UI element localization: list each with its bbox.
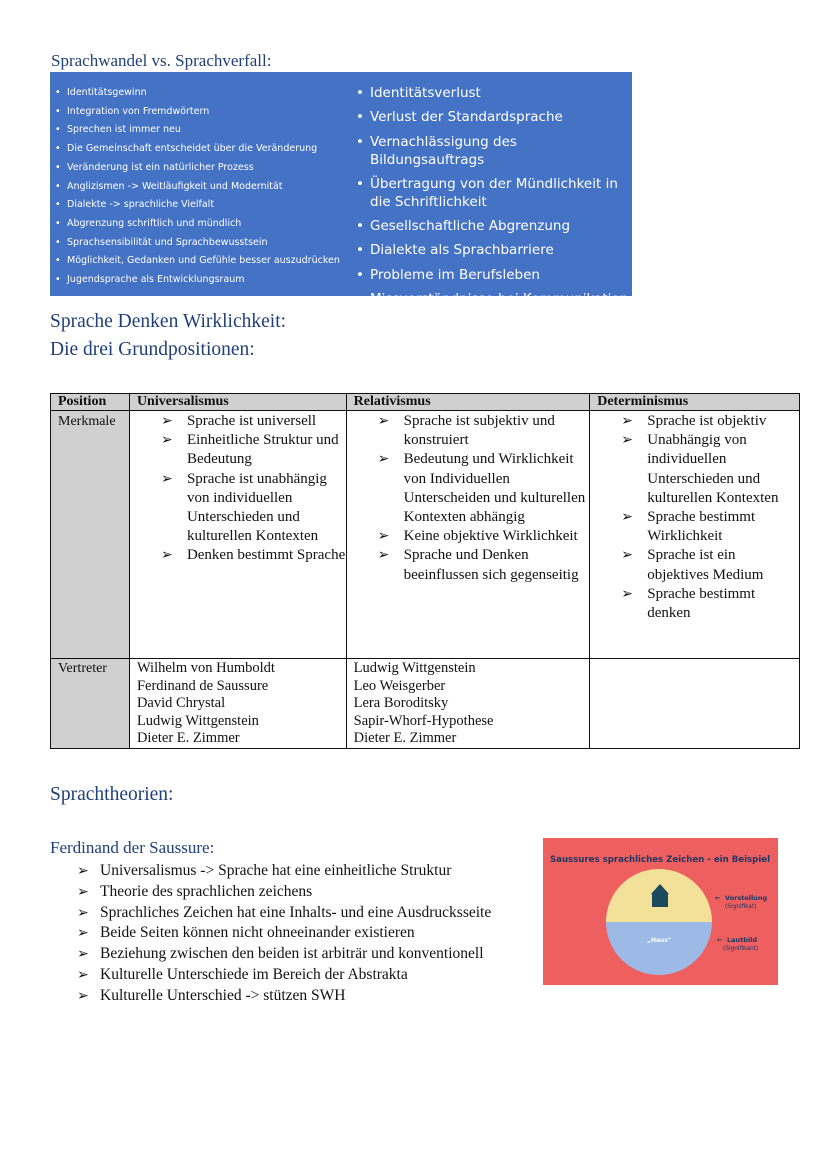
saussure-points-list	[77, 861, 491, 1007]
saussure-sign-figure	[543, 838, 778, 985]
pro-list-item: • Dialekte -> sprachliche Vielfalt	[54, 196, 344, 215]
table-row-merkmale	[51, 411, 800, 659]
vertreter-name: Sapir-Whorf-Hypothese	[353, 712, 494, 729]
vertreter-name: Ludwig Wittgenstein	[136, 712, 259, 729]
saussure-point: ➢ Kulturelle Unterschiede im Bereich der Abstrakta	[77, 965, 491, 986]
section-subtitle-saussure: Ferdinand der Saussure:	[50, 838, 215, 857]
contra-list-item: • Probleme im Berufsleben	[356, 266, 632, 284]
vertreter-name: Ferdinand de Saussure	[136, 677, 269, 694]
cell-determinismus-vertreter	[590, 659, 800, 749]
sprachwandel-comparison-box	[50, 72, 632, 308]
signifikant-label: (Signifikant)	[723, 946, 759, 952]
table-row-vertreter	[51, 659, 800, 749]
contra-list-item: • Gesellschaftliche Abgrenzung	[356, 217, 632, 235]
saussure-point: ➢ Theorie des sprachlichen zeichens	[77, 882, 491, 903]
pro-list-item: • Identitätsgewinn	[54, 84, 344, 103]
merkmal-item: ➢ Sprache ist universell	[161, 412, 346, 431]
saussure-point: ➢ Kulturelle Unterschied -> stützen SWH	[77, 986, 491, 1007]
header-relativismus: Relativismus	[346, 394, 590, 411]
pro-list-item: • Sprechen ist immer neu	[54, 121, 344, 140]
vertreter-name: David Chrystal	[136, 695, 226, 711]
pro-list-item: • Abgrenzung schriftlich und mündlich	[54, 215, 344, 234]
contra-list-item: • Identitätsverlust	[356, 84, 632, 102]
pro-list-item: • Möglichkeit, Gedanken und Gefühle besser auszudrücken	[54, 252, 344, 271]
vertreter-name: Dieter E. Zimmer	[353, 730, 457, 746]
universalismus-merkmale-list	[137, 412, 346, 566]
saussure-point: ➢ Beide Seiten können nicht ohneeinander existieren	[77, 923, 491, 944]
determinismus-merkmale-list	[597, 412, 799, 623]
pro-list-item: • Sprachsensibilität und Sprachbewusstsein	[54, 234, 344, 253]
merkmal-item: ➢ Unabhängig von individuellen Unterschieden und kulturellen Kontexten	[621, 431, 799, 508]
vorstellung-label: Vorstellung	[725, 894, 768, 902]
merkmal-item: ➢ Keine objektive Wirklichkeit	[378, 527, 590, 546]
merkmal-item: ➢ Denken bestimmt Sprache	[161, 546, 346, 565]
haus-word: „Haus"	[647, 937, 671, 944]
cell-universalismus-vertreter	[129, 659, 346, 749]
contra-list-item: • Missverständnisse bei Kommunikation	[356, 290, 632, 308]
pro-list-item: • Anglizismen -> Weitläufigkeit und Modernität	[54, 178, 344, 197]
header-position: Position	[51, 394, 130, 411]
lautbild-label: Lautbild	[727, 936, 758, 944]
vertreter-name: Lera Boroditsky	[353, 695, 449, 711]
row-label-merkmale: Merkmale	[51, 411, 130, 659]
signifikat-label: (Signifikat)	[725, 904, 757, 910]
cell-relativismus-vertreter	[346, 659, 590, 749]
pro-list-item: • Jugendsprache als Entwicklungsraum	[54, 271, 344, 290]
merkmal-item: ➢ Sprache bestimmt Wirklichkeit	[621, 508, 799, 546]
lautbild-arrow-icon: ←	[717, 936, 723, 944]
contra-list-item: • Dialekte als Sprachbarriere	[356, 241, 632, 259]
grundpositionen-table	[50, 393, 800, 749]
saussure-sign-diagram	[543, 838, 778, 985]
vertreter-name: Wilhelm von Humboldt	[136, 660, 275, 676]
pro-list-item: • Die Gemeinschaft entscheidet über die Veränderung	[54, 140, 344, 159]
merkmal-item: ➢ Sprache ist unabhängig von individuellen Unterschieden und kulturellen Kontexten	[161, 470, 346, 547]
contra-list-item: • Vernachlässigung des Bildungsauftrags	[356, 133, 632, 169]
merkmal-item: ➢ Sprache ist objektiv	[621, 412, 799, 431]
merkmal-item: ➢ Einheitliche Struktur und Bedeutung	[161, 431, 346, 469]
sprachwandel-pro-list	[54, 84, 344, 290]
header-universalismus: Universalismus	[129, 394, 346, 411]
contra-list-item: • Übertragung von der Mündlichkeit in die Schriftlichkeit	[356, 175, 632, 211]
merkmal-item: ➢ Sprache bestimmt denken	[621, 585, 799, 623]
pro-list-item: • Veränderung ist ein natürlicher Prozess	[54, 159, 344, 178]
merkmal-item: ➢ Sprache ist subjektiv und konstruiert	[378, 412, 590, 450]
merkmal-item: ➢ Sprache und Denken beeinflussen sich gegenseitig	[378, 546, 590, 584]
signifikant-half	[606, 922, 712, 975]
table-header-row	[51, 394, 800, 411]
section-title-sprachtheorien: Sprachtheorien:	[50, 784, 174, 805]
relativismus-merkmale-list	[354, 412, 590, 585]
merkmal-item: ➢ Bedeutung und Wirklichkeit von Individuellen Unterscheiden und kulturellen Kontexten abhängig	[378, 450, 590, 527]
cell-universalismus-merkmale	[129, 411, 346, 659]
vertreter-name: Ludwig Wittgenstein	[353, 660, 476, 676]
row-label-vertreter: Vertreter	[51, 659, 130, 749]
sprachverfall-contra-list	[356, 84, 632, 314]
vorstellung-arrow-icon: ←	[715, 894, 721, 902]
section-title-sprachwandel: Sprachwandel vs. Sprachverfall:	[51, 51, 272, 70]
contra-list-item: • Verlust der Standardsprache	[356, 108, 632, 126]
cell-determinismus-merkmale	[590, 411, 800, 659]
vertreter-name: Leo Weisgerber	[353, 677, 446, 694]
saussure-point: ➢ Beziehung zwischen den beiden ist arbiträr und konventionell	[77, 944, 491, 965]
pro-list-item: • Integration von Fremdwörtern	[54, 103, 344, 122]
merkmal-item: ➢ Sprache ist ein objektives Medium	[621, 546, 799, 584]
cell-relativismus-merkmale	[346, 411, 590, 659]
vertreter-name: Dieter E. Zimmer	[136, 730, 240, 746]
section-subtitle-grundpositionen: Die drei Grundpositionen:	[50, 339, 255, 360]
saussure-point: ➢ Sprachliches Zeichen hat eine Inhalts- und eine Ausdrucksseite	[77, 903, 491, 924]
saussure-point: ➢ Universalismus -> Sprache hat eine einheitliche Struktur	[77, 861, 491, 882]
figure-title: Saussures sprachliches Zeichen - ein Beispiel	[549, 855, 771, 865]
header-determinismus: Determinismus	[590, 394, 800, 411]
section-title-sprache-denken: Sprache Denken Wirklichkeit:	[50, 311, 287, 332]
